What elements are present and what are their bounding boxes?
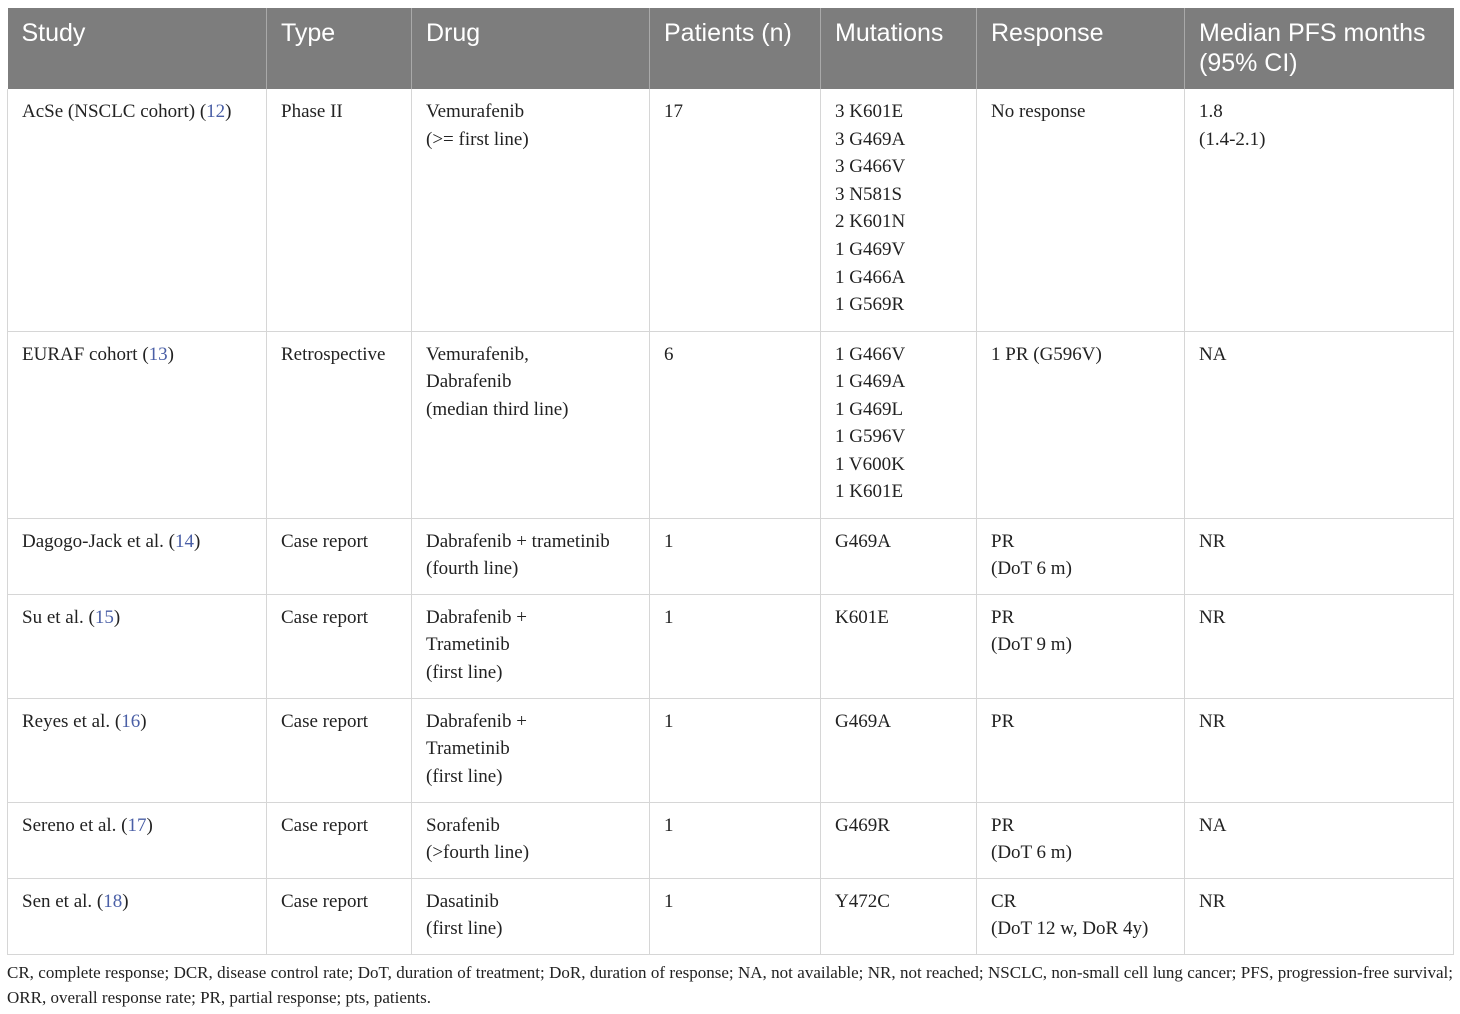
cell-drug [412, 698, 650, 802]
cell-median-pfs [1185, 518, 1454, 594]
cell-type: Case report [267, 518, 412, 594]
cell-response-line: PR [991, 606, 1015, 628]
cell-patients: 1 [650, 802, 821, 878]
cell-mutations-line: 1 G569R [835, 294, 905, 316]
cell-response-line: (DoT 6 m) [991, 842, 1072, 864]
cell-mutations [821, 331, 977, 518]
reference-link[interactable]: 12 [206, 101, 226, 122]
data-table-container [7, 8, 1453, 955]
cell-drug [412, 594, 650, 698]
cell-response-line: (DoT 12 w, DoR 4y) [991, 918, 1149, 940]
cell-drug-line: Trametinib [426, 634, 510, 656]
cell-response-line: PR [991, 710, 1015, 732]
cell-drug-line: Sorafenib [426, 814, 500, 836]
study-name-close: ) [194, 530, 201, 552]
cell-response [977, 802, 1185, 878]
cell-patients: 1 [650, 878, 821, 954]
cell-mutations-line: 3 G466V [835, 156, 906, 178]
cell-mutations-line: G469A [835, 530, 891, 552]
cell-response-line: CR [991, 890, 1017, 912]
study-name-close: ) [146, 814, 153, 836]
cell-median-pfs-line: 1.8 [1199, 101, 1223, 122]
cell-median-pfs-line: NA [1199, 814, 1227, 836]
cell-response [977, 331, 1185, 518]
cell-response-line: 1 PR (G596V) [991, 343, 1102, 365]
cell-patients: 17 [650, 89, 821, 331]
table-row [8, 331, 1454, 518]
cell-median-pfs-line: NR [1199, 710, 1226, 732]
cell-drug-line: Vemurafenib, [426, 343, 529, 365]
study-name: AcSe (NSCLC cohort) ( [22, 101, 207, 122]
cell-drug-line: (first line) [426, 765, 503, 787]
cell-mutations [821, 594, 977, 698]
header-row [8, 8, 1454, 89]
cell-study [8, 89, 267, 331]
study-name-close: ) [140, 710, 147, 732]
cell-mutations [821, 698, 977, 802]
study-name: Dagogo-Jack et al. ( [22, 530, 175, 552]
cell-drug-line: Dabrafenib + trametinib [426, 530, 610, 552]
cell-drug-line: Vemurafenib [426, 101, 525, 122]
cell-median-pfs-line: NR [1199, 530, 1226, 552]
cell-type: Phase II [267, 89, 412, 331]
cell-patients: 1 [650, 698, 821, 802]
cell-drug-line: (first line) [426, 918, 503, 940]
cell-mutations-line: 3 G469A [835, 128, 906, 150]
cell-mutations [821, 802, 977, 878]
reference-link[interactable]: 15 [94, 606, 114, 628]
cell-response [977, 594, 1185, 698]
cell-mutations-line: 3 K601E [835, 101, 904, 122]
cell-response-line: PR [991, 530, 1015, 552]
cell-mutations-line: 1 G466V [835, 343, 906, 365]
study-name: EURAF cohort ( [22, 343, 149, 365]
cell-mutations-line: Y472C [835, 890, 890, 912]
cell-patients: 1 [650, 518, 821, 594]
cell-drug [412, 878, 650, 954]
cell-median-pfs [1185, 89, 1454, 331]
cell-drug-line: (>fourth line) [426, 842, 530, 864]
cell-response [977, 89, 1185, 331]
cell-drug-line: Dabrafenib [426, 371, 512, 393]
table-row [8, 518, 1454, 594]
cell-mutations-line: 1 G466A [835, 266, 906, 288]
reference-link[interactable]: 14 [175, 530, 194, 552]
reference-link[interactable]: 17 [127, 814, 147, 836]
study-name-close: ) [225, 101, 232, 122]
cell-response-line: PR [991, 814, 1015, 836]
cell-study [8, 878, 267, 954]
cell-type: Retrospective [267, 331, 412, 518]
cell-response [977, 878, 1185, 954]
cell-mutations [821, 89, 977, 331]
cell-median-pfs-line: NA [1199, 343, 1227, 365]
header-patients: Patients (n) [650, 8, 821, 89]
reference-link[interactable]: 13 [148, 343, 168, 365]
cell-study [8, 331, 267, 518]
cell-drug [412, 802, 650, 878]
cell-response-line: No response [991, 101, 1086, 122]
study-name-close: ) [113, 606, 121, 628]
cell-mutations-line: 1 G596V [835, 426, 906, 448]
table-footnote: CR, complete response; DCR, disease control rate; DoT, duration of treatment; DoR, duration of response; NA, not available; NR, not reached; NSCLC, non-small cell lung cancer; PFS, progression-free survival; ORR, overall response rate; PR, partial response; pts, patients. [7, 963, 1453, 1007]
cell-drug-line: (first line) [426, 661, 503, 683]
header-response: Response [977, 8, 1185, 89]
cell-median-pfs-line: NR [1199, 606, 1226, 628]
cell-mutations-line: G469R [835, 814, 890, 836]
table-row [8, 878, 1454, 954]
study-name: Reyes et al. ( [22, 710, 122, 732]
cell-type: Case report [267, 698, 412, 802]
cell-median-pfs-line: NR [1199, 890, 1226, 912]
cell-type: Case report [267, 878, 412, 954]
cell-mutations-line: 1 G469V [835, 238, 906, 260]
cell-drug-line: Dabrafenib + [426, 710, 527, 732]
cell-response-line: (DoT 6 m) [991, 558, 1072, 580]
cell-study [8, 518, 267, 594]
cell-mutations [821, 878, 977, 954]
cell-response [977, 698, 1185, 802]
header-mutations: Mutations [821, 8, 977, 89]
cell-study [8, 698, 267, 802]
table-row [8, 89, 1454, 331]
cell-median-pfs [1185, 698, 1454, 802]
cell-mutations-line: 1 G469A [835, 371, 906, 393]
cell-drug [412, 518, 650, 594]
cell-response [977, 518, 1185, 594]
cell-study [8, 802, 267, 878]
cell-mutations-line: K601E [835, 606, 889, 628]
header-median-pfs: Median PFS months (95% CI) [1185, 8, 1454, 89]
table-row [8, 802, 1454, 878]
cell-median-pfs [1185, 802, 1454, 878]
cell-drug-line: Dasatinib [426, 890, 499, 912]
cell-drug-line: (median third line) [426, 398, 569, 420]
cell-drug-line: Dabrafenib + [426, 606, 527, 628]
cell-drug-line: (>= first line) [426, 128, 529, 150]
cell-patients: 1 [650, 594, 821, 698]
cell-type: Case report [267, 594, 412, 698]
cell-drug [412, 89, 650, 331]
study-name-close: ) [122, 890, 129, 912]
reference-link[interactable]: 16 [121, 710, 141, 732]
cell-type: Case report [267, 802, 412, 878]
cell-patients: 6 [650, 331, 821, 518]
header-study: Study [8, 8, 267, 89]
cell-mutations-line: 1 V600K [835, 453, 905, 475]
cell-drug-line: Trametinib [426, 738, 510, 760]
header-drug: Drug [412, 8, 650, 89]
table-body [8, 89, 1454, 954]
study-name: Su et al. ( [22, 606, 95, 628]
study-name: Sen et al. ( [22, 890, 104, 912]
cell-response-line: (DoT 9 m) [991, 634, 1072, 656]
table-row [8, 594, 1454, 698]
cell-median-pfs [1185, 878, 1454, 954]
study-name: Sereno et al. ( [22, 814, 128, 836]
cell-study [8, 594, 267, 698]
cell-mutations-line: 3 N581S [835, 183, 903, 205]
study-name-close: ) [167, 343, 174, 365]
cell-mutations-line: G469A [835, 710, 891, 732]
cell-median-pfs [1185, 594, 1454, 698]
header-type: Type [267, 8, 412, 89]
cell-mutations [821, 518, 977, 594]
cell-drug [412, 331, 650, 518]
cell-drug-line: (fourth line) [426, 558, 519, 580]
study-table [7, 8, 1454, 955]
cell-mutations-line: 1 K601E [835, 481, 904, 503]
table-row [8, 698, 1454, 802]
cell-median-pfs [1185, 331, 1454, 518]
reference-link[interactable]: 18 [103, 890, 123, 912]
cell-mutations-line: 1 G469L [835, 398, 904, 420]
cell-mutations-line: 2 K601N [835, 211, 906, 233]
cell-median-pfs-line: (1.4-2.1) [1199, 128, 1266, 150]
